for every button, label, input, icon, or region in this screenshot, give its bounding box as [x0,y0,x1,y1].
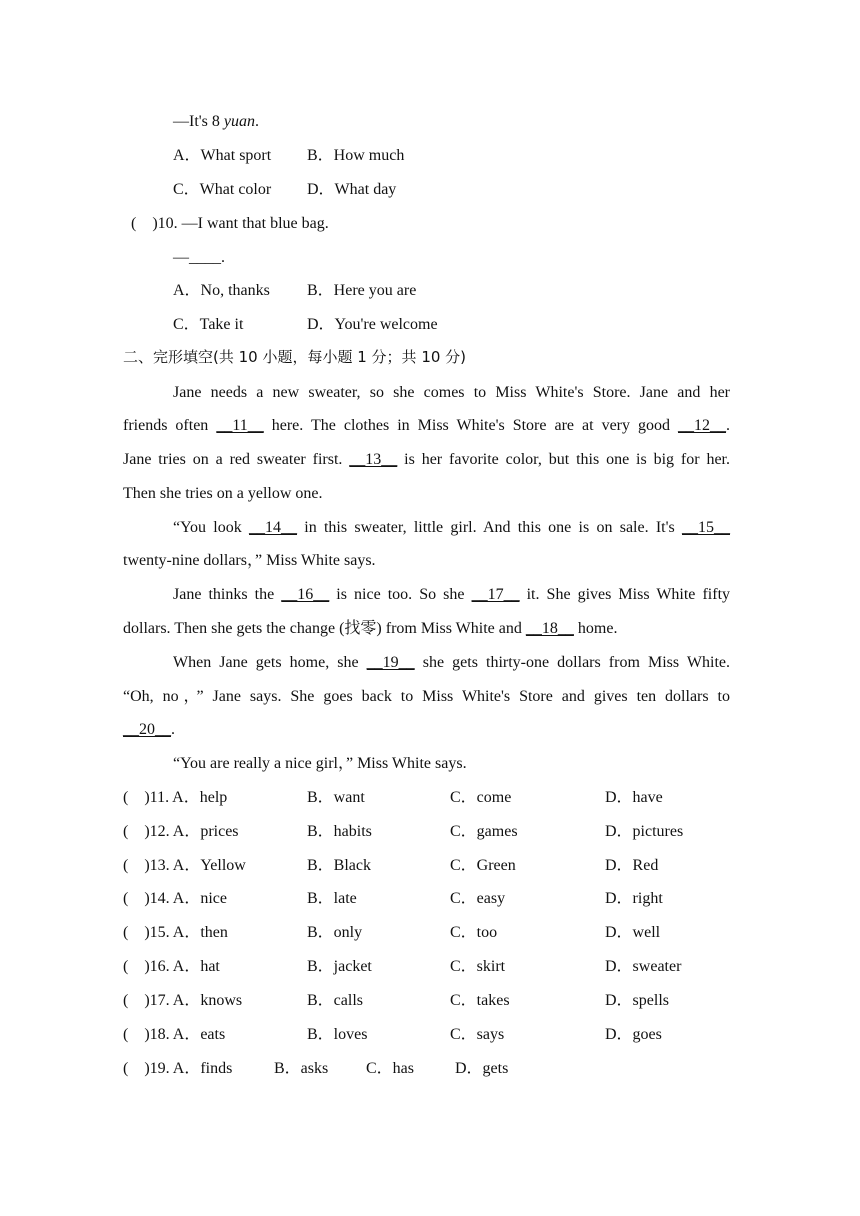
q18-option-c[interactable]: C．says [450,1025,505,1043]
q16-option-b[interactable]: B．jacket [307,958,372,975]
q17-option-a[interactable]: ( )17. A．knows [123,991,243,1009]
text: is her favorite color, but this one is big for her. [397,451,730,468]
q16-option-a[interactable]: ( )16. A．hat [123,958,220,975]
q15-option-c[interactable]: C．too [450,924,498,942]
text: is nice too. So she [329,586,472,603]
text: she gets thirty-one dollars from Miss White. [414,654,730,671]
q13-option-b[interactable]: B．Black [307,856,371,874]
q12-option-d[interactable]: D．pictures [605,822,684,840]
q10-option-c[interactable]: C．Take it [173,316,244,333]
text: Jane tries on a red sweater first. [123,451,350,468]
q9-answer-unit: yuan [223,113,255,130]
blank-11[interactable]: __11__ [216,417,264,434]
q10-option-b[interactable]: B．Here you are [307,282,417,299]
q17-option-d[interactable]: D．spells [605,991,670,1009]
q13-option-c[interactable]: C．Green [450,856,516,874]
q17-option-b[interactable]: B．calls [307,991,363,1009]
q9-option-d[interactable]: D．What day [307,181,397,198]
q18-option-d[interactable]: D．goes [605,1025,662,1043]
text: . [726,417,731,434]
q9-answer-line [173,114,259,130]
q18-option-a[interactable]: ( )18. A．eats [123,1025,226,1043]
passage-p3-line2 [123,621,617,637]
q19-option-d[interactable]: D．gets [455,1060,509,1077]
q10-blank[interactable]: ____ [189,249,221,266]
text: When Jane gets home, she [173,654,367,671]
q12-option-a[interactable]: ( )12. A．prices [123,822,239,840]
passage-p1-line2 [123,418,730,434]
text: in this sweater, little girl. And this one is on sale. It's [297,519,682,536]
q9-option-a[interactable]: A．What sport [173,147,272,164]
blank-13[interactable]: __13__ [349,451,398,468]
q10-dash: — [173,249,189,266]
text: it. She gives Miss White fifty [519,586,731,603]
blank-15[interactable]: __15__ [682,519,730,536]
q9-option-c[interactable]: C．What color [173,181,272,198]
q10-stem: ( )10. —I want that blue bag. [131,215,329,232]
passage-p1-line1: Jane needs a new sweater, so she comes to Miss White's Store. Jane and her [173,384,730,401]
q18-option-b[interactable]: B．loves [307,1025,368,1043]
passage-p3-line1 [173,587,730,603]
q15-option-d[interactable]: D．well [605,924,661,942]
passage-p2-line1 [173,520,730,536]
passage-p1-line3 [123,452,730,468]
text: home. [573,620,618,637]
q9-option-b[interactable]: B．How much [307,147,405,164]
q11-option-c[interactable]: C．come [450,789,512,806]
q13-option-a[interactable]: ( )13. A．Yellow [123,856,246,874]
q14-option-b[interactable]: B．late [307,890,357,908]
blank-18[interactable]: __18__ [525,620,574,637]
q9-answer-text: —It's 8 [173,113,224,130]
q10-answer-line [173,250,225,266]
q12-option-c[interactable]: C．games [450,822,518,840]
q9-answer-end: . [255,113,259,130]
q11-option-a[interactable]: ( )11. A．help [123,789,228,806]
section-title: 二、完形填空(共 10 小题，每小题 1 分；共 10 分) [123,348,467,366]
blank-12[interactable]: __12__ [678,417,727,434]
text: . [171,721,175,738]
passage-p4-line3 [123,722,175,738]
passage-p4-line1 [173,655,730,671]
q15-option-b[interactable]: B．only [307,924,363,942]
passage-p1-line4: Then she tries on a yellow one. [123,485,323,502]
q15-option-a[interactable]: ( )15. A．then [123,924,228,942]
passage-p2-line2: twenty-nine dollars，” Miss White says. [123,552,376,569]
q13-option-d[interactable]: D．Red [605,856,659,874]
q10-option-d[interactable]: D．You're welcome [307,316,438,333]
q10-dot: . [221,249,225,266]
blank-20[interactable]: __20__ [123,721,171,738]
passage-p4-line2: “Oh, no，” Jane says. She goes back to Miss White's Store and gives ten dollars to [123,688,730,705]
q12-option-b[interactable]: B．habits [307,822,372,840]
text: friends often [123,417,217,434]
q14-option-a[interactable]: ( )14. A．nice [123,890,227,908]
text: here. The clothes in Miss White's Store are at very good [263,417,679,434]
passage-p5: “You are really a nice girl，” Miss White says. [173,755,467,772]
q19-option-b[interactable]: B．asks [274,1060,329,1077]
blank-17[interactable]: __17__ [471,586,520,603]
text: dollars. Then she gets the change (找零) from Miss White and [123,620,526,637]
q17-option-c[interactable]: C．takes [450,991,510,1009]
text: “You look [173,519,250,536]
blank-14[interactable]: __14__ [249,519,298,536]
q10-option-a[interactable]: A．No, thanks [173,282,270,299]
q16-option-d[interactable]: D．sweater [605,958,682,975]
q11-option-b[interactable]: B．want [307,789,365,806]
q19-option-a[interactable]: ( )19. A．finds [123,1060,233,1077]
q16-option-c[interactable]: C．skirt [450,958,506,975]
blank-19[interactable]: __19__ [366,654,415,671]
q19-option-c[interactable]: C．has [366,1060,415,1077]
text: Jane thinks the [173,586,282,603]
blank-16[interactable]: __16__ [281,586,330,603]
q14-option-c[interactable]: C．easy [450,890,506,908]
q14-option-d[interactable]: D．right [605,890,663,908]
q11-option-d[interactable]: D．have [605,789,663,806]
